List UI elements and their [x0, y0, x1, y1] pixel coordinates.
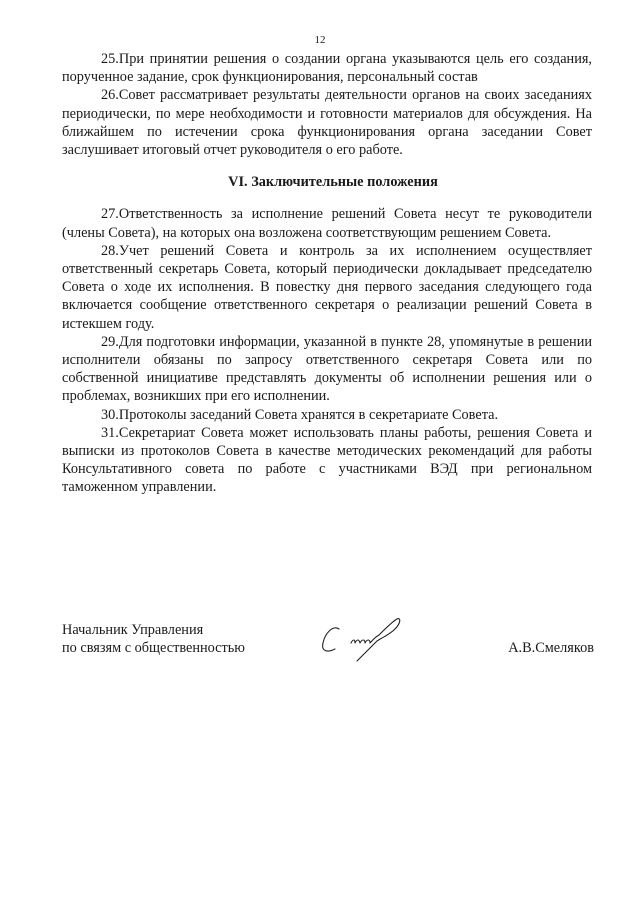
paragraph-27: 27.Ответственность за исполнение решений Совета несут те руководители (члены Совета), на которых она возложена соответствующим решением Совета. — [62, 206, 592, 241]
page-number: 12 — [314, 34, 326, 46]
signatory-title — [62, 621, 245, 657]
paragraph-31: 31.Секретариат Совета может использовать планы работы, решения Совета и выписки из протоколов Совета в качестве методических рекомендаций для работы Консультативного совета по работе с участниками ВЭД при региональном таможенном управлении. — [62, 424, 592, 496]
signatory-title-line-2: по связям с общественностью — [62, 640, 245, 657]
document-body — [62, 50, 592, 497]
section-heading: VI. Заключительные положения — [228, 174, 438, 191]
signatory-name: А.В.Смеляков — [508, 640, 594, 656]
paragraph-26: 26.Совет рассматривает результаты деятельности органов на своих заседаниях периодически, по мере необходимости и готовности материалов для обсуждения. На ближайшем по истечении срока функционирования органа заседании Совет заслушивает итоговый отчет руководителя о его работе. — [62, 87, 592, 159]
paragraph-28: 28.Учет решений Совета и контроль за их исполнением осуществляет ответственный секретарь Совета, который периодически докладывает председателю Совета о ходе их исполнения. В повестку дня первого заседания следующего года включается сообщение ответственного секретаря о реализации решений Совета в истекшем году. — [62, 242, 592, 332]
paragraph-30: 30.Протоколы заседаний Совета хранятся в секретариате Совета. — [101, 406, 499, 423]
paragraph-25: 25.При принятии решения о создании органа указываются цель его создания, порученное задание, срок функционирования, персональный состав — [62, 51, 592, 86]
signature-block — [62, 621, 594, 681]
paragraph-29: 29.Для подготовки информации, указанной в пункте 28, упомянутые в решении исполнители обязаны по запросу ответственного секретаря Совета или по собственной инициативе представлять документы об исполнении решения или о проблемах, возникших при его исполнении. — [62, 333, 592, 405]
signatory-title-line-1: Начальник Управления — [62, 622, 204, 638]
handwritten-signature-icon — [317, 613, 427, 673]
